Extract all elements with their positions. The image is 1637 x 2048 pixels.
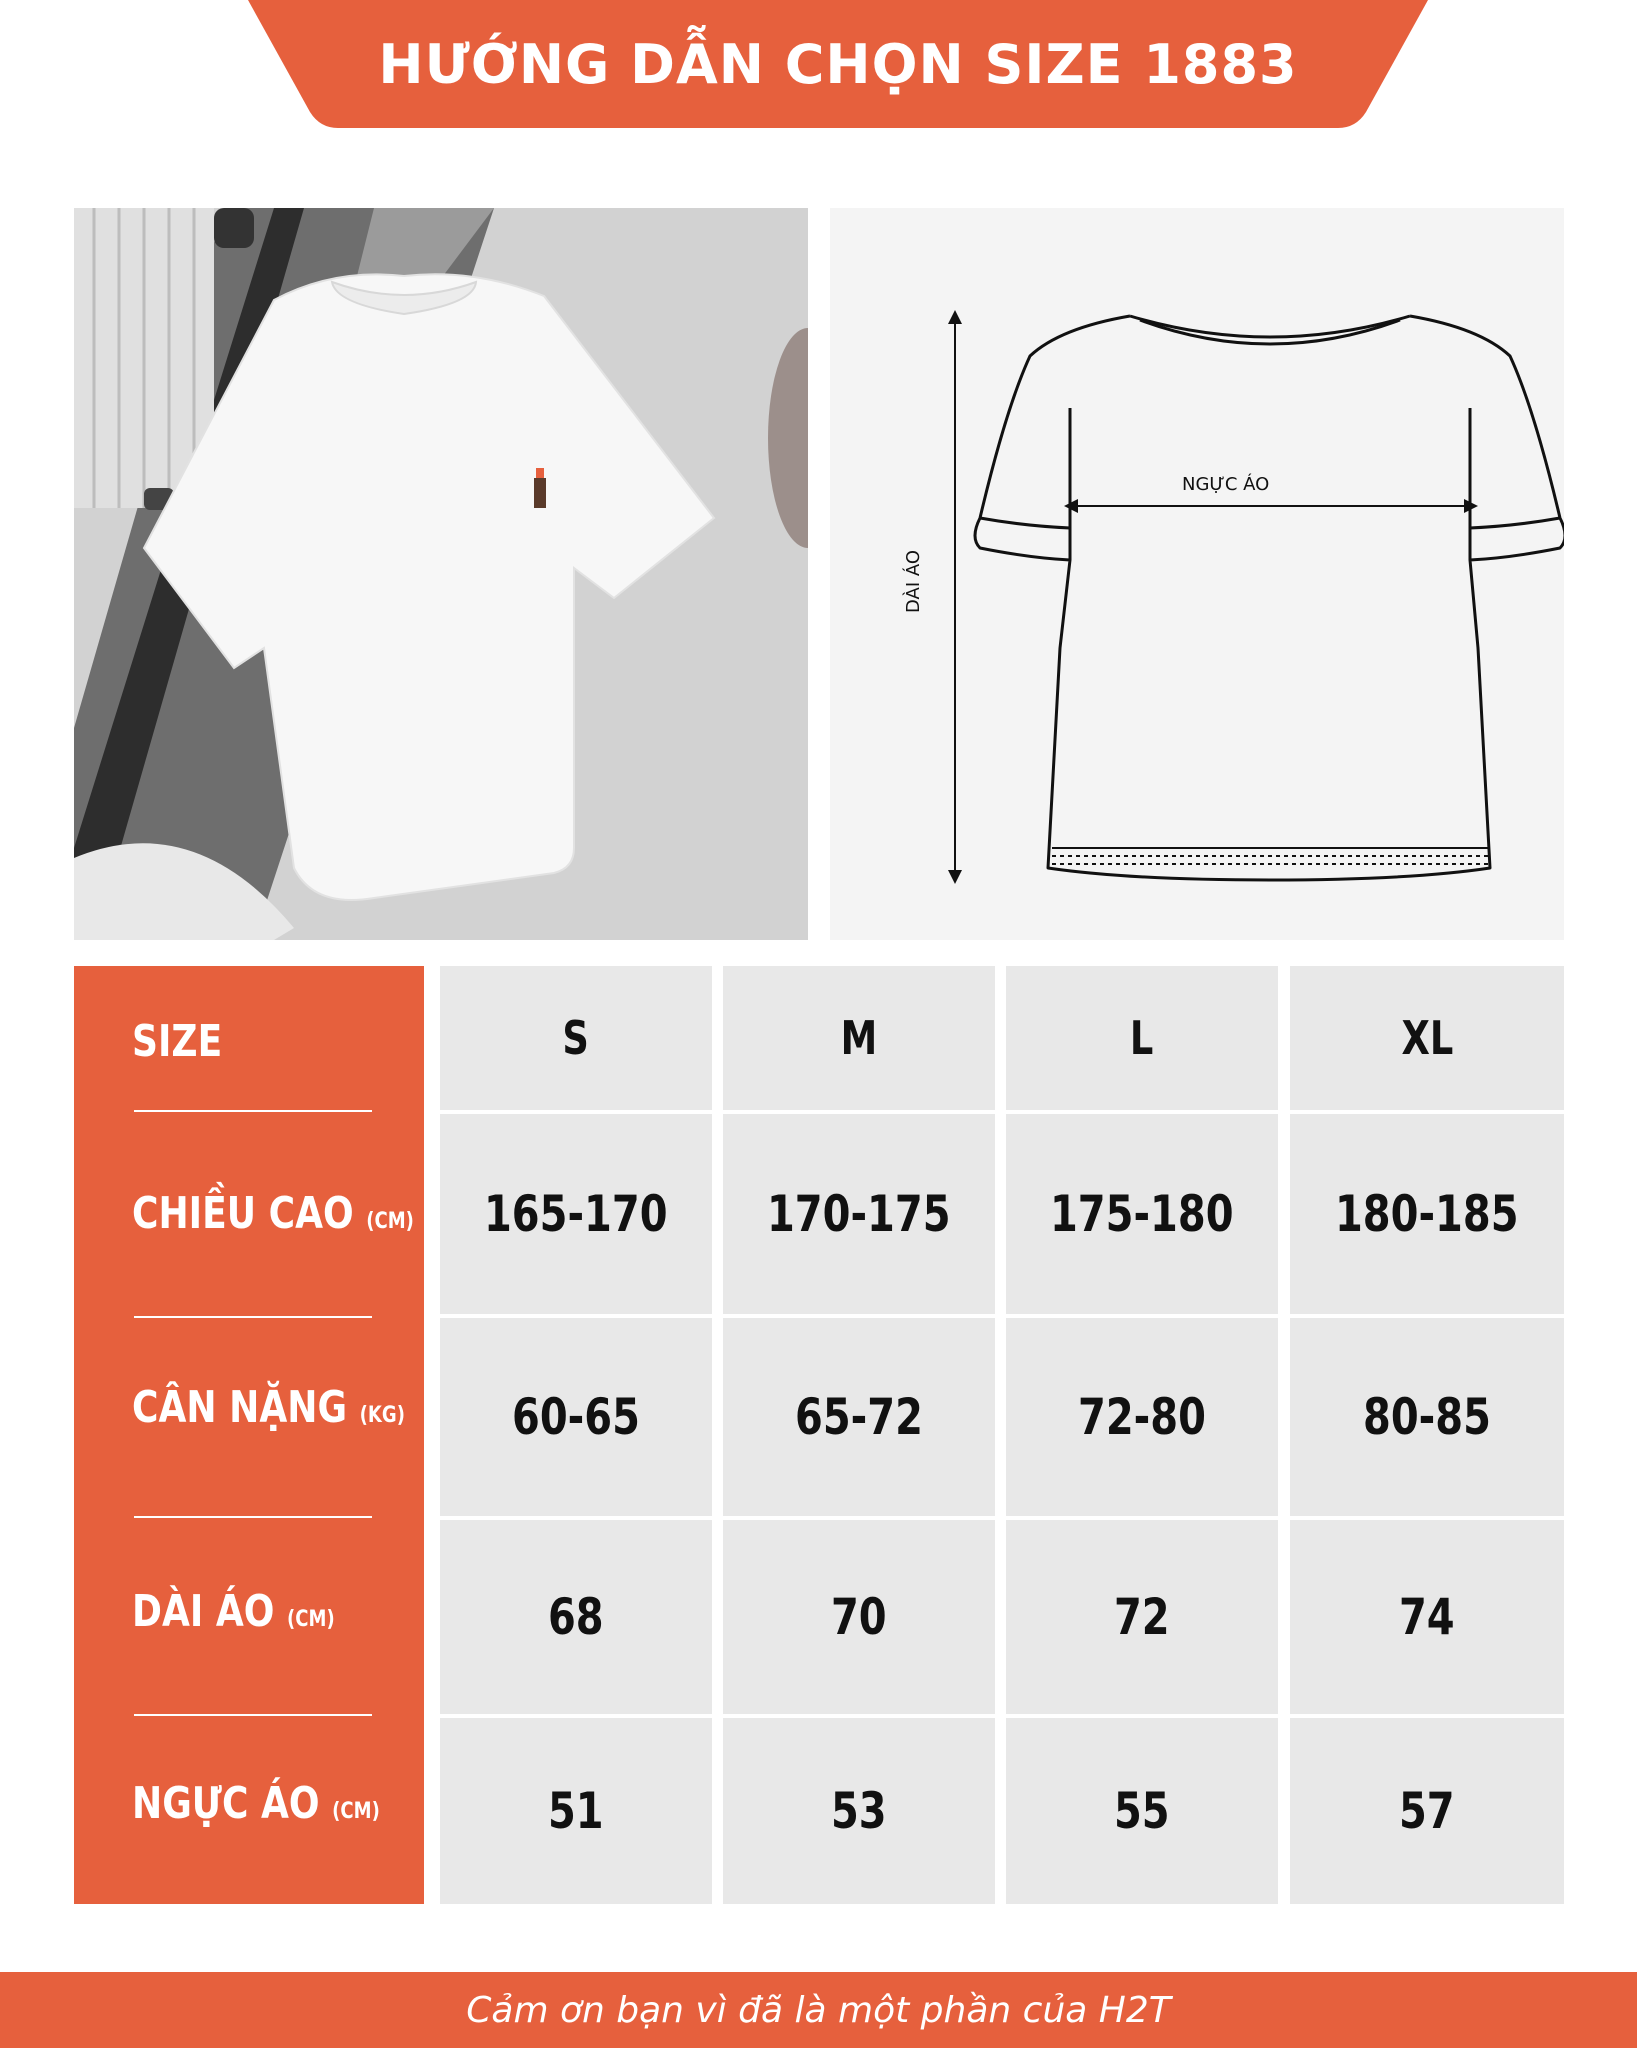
table-cell: 55 bbox=[1006, 1718, 1278, 1904]
table-cell: 175-180 bbox=[1006, 1114, 1278, 1314]
table-cell: 70 bbox=[723, 1520, 995, 1714]
table-cell: 72-80 bbox=[1006, 1318, 1278, 1516]
table-cell: 180-185 bbox=[1290, 1114, 1564, 1314]
table-cell: 60-65 bbox=[440, 1318, 712, 1516]
white-tshirt-photo-icon bbox=[74, 208, 808, 940]
table-cell: 80-85 bbox=[1290, 1318, 1564, 1516]
product-photo bbox=[74, 208, 808, 940]
table-cell: 65-72 bbox=[723, 1318, 995, 1516]
header-banner bbox=[248, 0, 1428, 130]
table-cell: 57 bbox=[1290, 1718, 1564, 1904]
length-measure-label: DÀI ÁO bbox=[903, 549, 925, 614]
table-cell: 72 bbox=[1006, 1520, 1278, 1714]
row-label-height: CHIỀU CAO (CM) bbox=[132, 1188, 414, 1239]
size-header-m: M bbox=[723, 966, 995, 1110]
measurement-diagram bbox=[830, 208, 1564, 940]
tshirt-outline-icon bbox=[830, 208, 1564, 940]
label-divider bbox=[134, 1110, 372, 1112]
label-divider bbox=[134, 1516, 372, 1518]
row-label-length: DÀI ÁO (CM) bbox=[132, 1586, 335, 1637]
size-table-labels bbox=[74, 966, 424, 1904]
footer-thanks: Cảm ơn bạn vì đã là một phần của H2T bbox=[0, 1972, 1637, 2048]
table-cell: 68 bbox=[440, 1520, 712, 1714]
table-cell: 165-170 bbox=[440, 1114, 712, 1314]
size-header-l: L bbox=[1006, 966, 1278, 1110]
table-cell: 53 bbox=[723, 1718, 995, 1904]
row-label-weight: CÂN NẶNG (KG) bbox=[132, 1382, 405, 1433]
size-header-label: SIZE bbox=[132, 1016, 223, 1067]
table-cell: 51 bbox=[440, 1718, 712, 1904]
label-divider bbox=[134, 1316, 372, 1318]
row-label-chest: NGỰC ÁO (CM) bbox=[132, 1778, 380, 1829]
table-cell: 170-175 bbox=[723, 1114, 995, 1314]
size-header-xl: XL bbox=[1290, 966, 1564, 1110]
page-title: HƯỚNG DẪN CHỌN SIZE 1883 bbox=[378, 32, 1298, 96]
chest-measure-label: NGỰC ÁO bbox=[1182, 474, 1270, 495]
size-header-s: S bbox=[440, 966, 712, 1110]
table-cell: 74 bbox=[1290, 1520, 1564, 1714]
label-divider bbox=[134, 1714, 372, 1716]
